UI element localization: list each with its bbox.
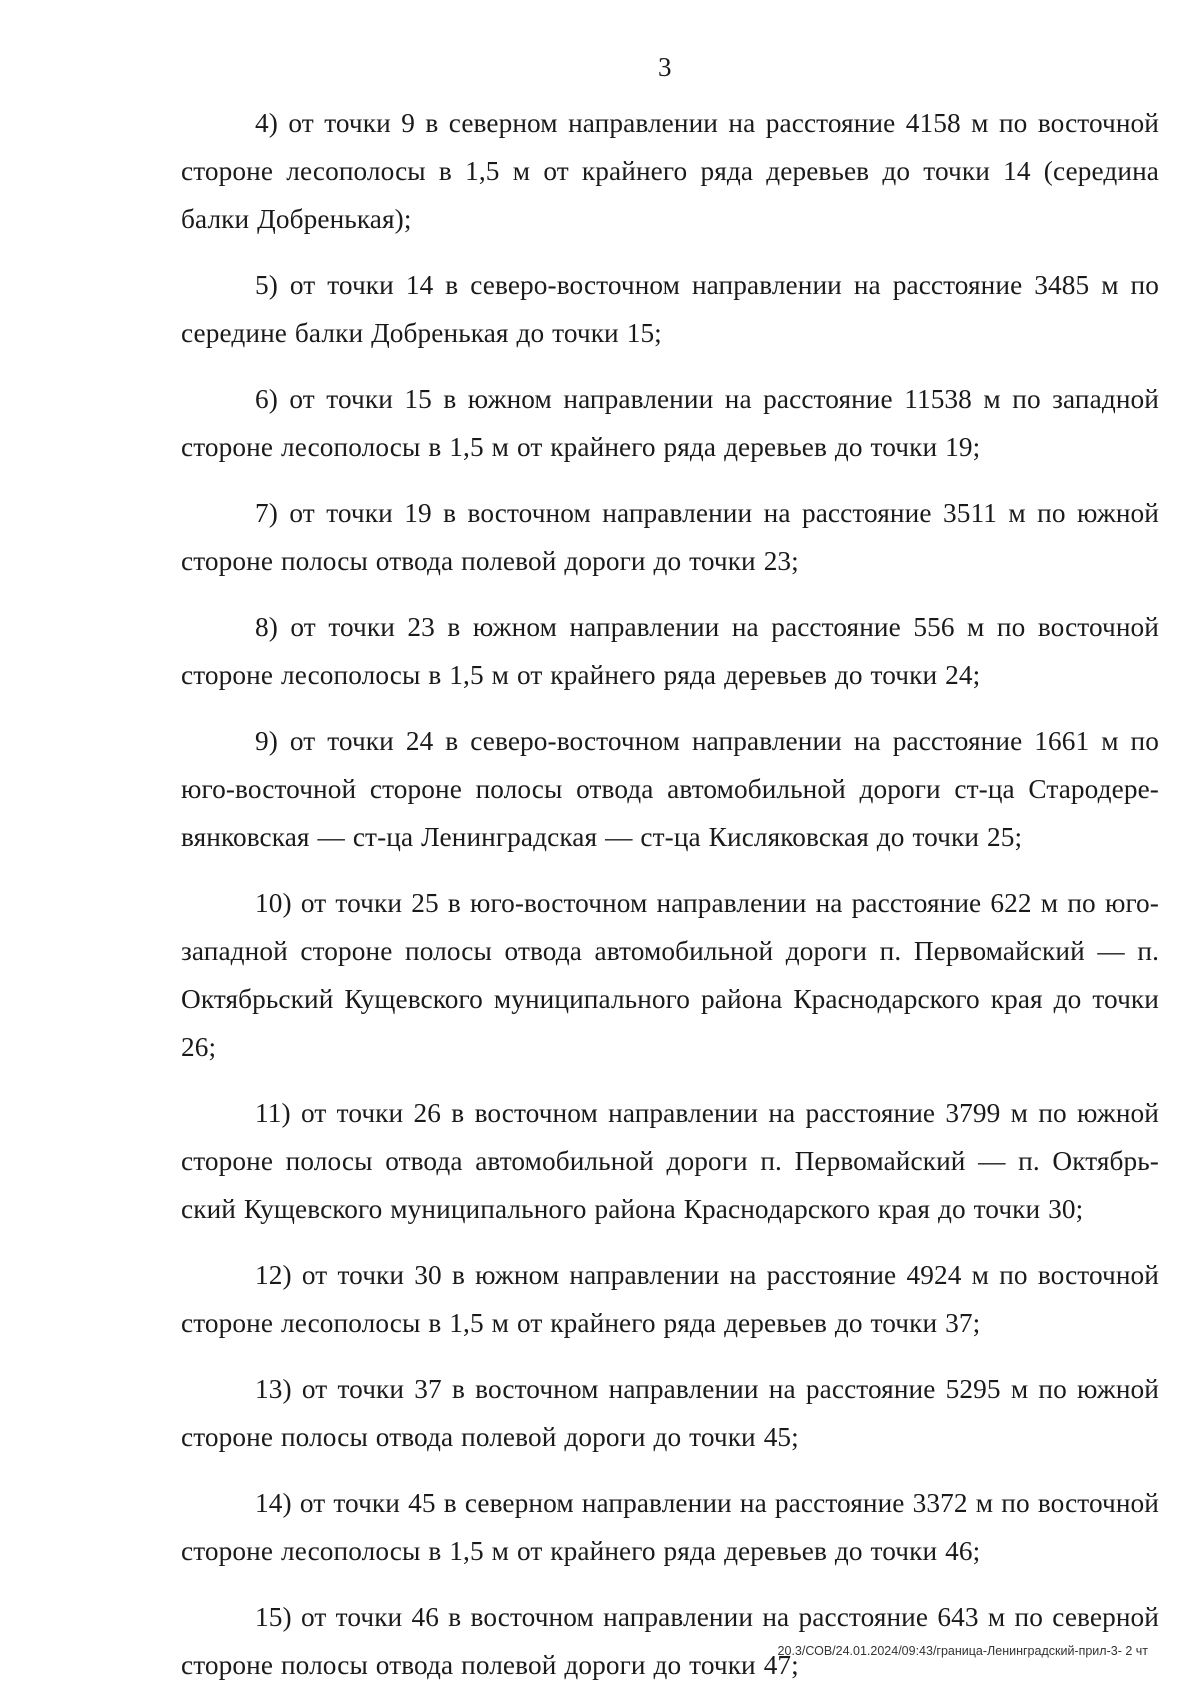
document-body xyxy=(181,99,1159,1707)
boundary-item-12: 12) от точки 30 в южном направлении на расстояние 4924 м по восточной стороне лесополосы в 1,5 м от крайнего ряда деревьев до точки 37; xyxy=(181,1260,1159,1338)
boundary-item-7: 7) от точки 19 в восточном направлении на расстояние 3511 м по южной стороне полосы отвода полевой дороги до точки 23; xyxy=(181,498,1159,576)
boundary-item-11: 11) от точки 26 в восточном направлении на расстояние 3799 м по южной стороне полосы отвода автомобильной дороги п. Первомайский — п. Октябрь-ский Кущевского муниципального района Краснодарского края до точки 30; xyxy=(181,1098,1159,1224)
boundary-item-15: 15) от точки 46 в восточном направлении на расстояние 643 м по северной стороне полосы отвода полевой дороги до точки 47; xyxy=(181,1602,1159,1680)
boundary-item-9: 9) от точки 24 в северо-восточном направлении на расстояние 1661 м по юго-восточной стороне полосы отвода автомобильной дороги ст-ца Стародере-вянковская — ст-ца Ленинградская — ст-ца Кисляковская до точки 25; xyxy=(181,726,1159,852)
boundary-item-8: 8) от точки 23 в южном направлении на расстояние 556 м по восточной стороне лесополосы в 1,5 м от крайнего ряда деревьев до точки 24; xyxy=(181,612,1159,690)
boundary-item-10: 10) от точки 25 в юго-восточном направлении на расстояние 622 м по юго-западной стороне полосы отвода автомобильной дороги п. Первомайский — п. Октябрьский Кущевского муниципального района Краснодарского края до точки 26; xyxy=(181,888,1159,1062)
page-number: 3 xyxy=(658,52,672,82)
footer-reference: 20.3/СОВ/24.01.2024/09:43/граница-Ленинградский-прил-3- 2 чт xyxy=(777,1644,1148,1658)
boundary-item-14: 14) от точки 45 в северном направлении на расстояние 3372 м по восточной стороне лесополосы в 1,5 м от крайнего ряда деревьев до точки 46; xyxy=(181,1488,1159,1566)
boundary-item-5: 5) от точки 14 в северо-восточном направлении на расстояние 3485 м по середине балки Добренькая до точки 15; xyxy=(181,270,1159,348)
boundary-item-4: 4) от точки 9 в северном направлении на расстояние 4158 м по восточной стороне лесополосы в 1,5 м от крайнего ряда деревьев до точки 14 (середина балки Добренькая); xyxy=(181,108,1159,234)
boundary-item-13: 13) от точки 37 в восточном направлении на расстояние 5295 м по южной стороне полосы отвода полевой дороги до точки 45; xyxy=(181,1374,1159,1452)
boundary-item-6: 6) от точки 15 в южном направлении на расстояние 11538 м по западной стороне лесополосы в 1,5 м от крайнего ряда деревьев до точки 19; xyxy=(181,384,1159,462)
